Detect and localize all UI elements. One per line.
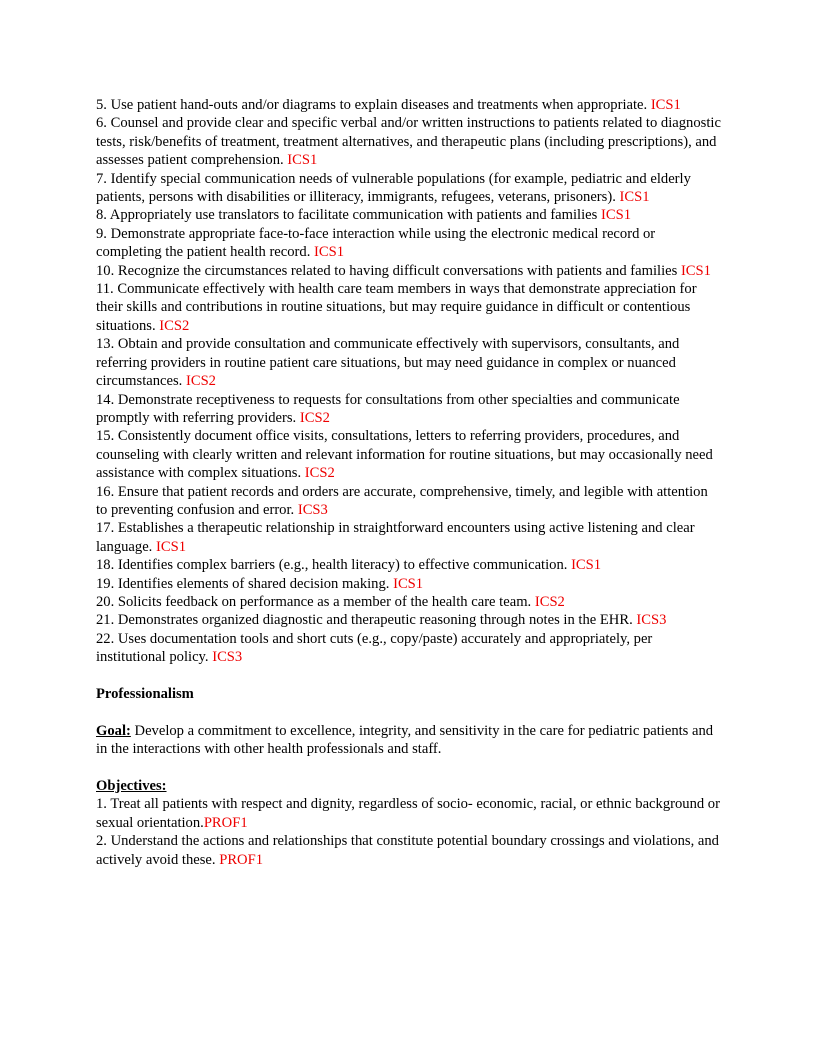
- goal-text: Develop a commitment to excellence, integrity, and sensitivity in the care for pediatric patients and in the interactions with other health professionals and staff.: [96, 722, 714, 758]
- objective-text: 14. Demonstrate receptiveness to requests for consultations from other specialties and communicate promptly with referring providers.: [96, 391, 680, 426]
- competency-code: ICS1: [393, 575, 424, 592]
- list-item: [96, 335, 721, 390]
- goal-label: Goal:: [96, 722, 131, 739]
- competency-code: ICS1: [680, 262, 711, 279]
- objective-text: 20. Solicits feedback on performance as a member of the health care team.: [96, 593, 535, 610]
- competency-code: ICS1: [287, 152, 318, 169]
- objective-text: 11. Communicate effectively with health care team members in ways that demonstrate appreciation for their skills and contributions in routine situations, but may require guidance in difficult or contentious situations.: [96, 281, 697, 334]
- list-item: [96, 280, 721, 335]
- list-item: [96, 114, 721, 169]
- list-item: [96, 832, 721, 869]
- objective-text: 1. Treat all patients with respect and dignity, regardless of socio- economic, racial, or ethnic background or sexual orientation.: [96, 796, 720, 831]
- document-page: [96, 96, 721, 869]
- section-title-professionalism: Professionalism: [96, 685, 194, 702]
- list-item: [96, 225, 721, 262]
- competency-code: ICS1: [571, 557, 602, 574]
- objective-text: 6. Counsel and provide clear and specific verbal and/or written instructions to patients related to diagnostic tests, risk/benefits of treatment, treatment alternatives, and therapeutic plans (including prescriptions), and assesses patient comprehension.: [96, 115, 721, 169]
- objective-text: 5. Use patient hand-outs and/or diagrams to explain diseases and treatments when appropriate.: [96, 97, 651, 113]
- objective-text: 19. Identifies elements of shared decision making.: [96, 575, 394, 592]
- objective-text: 16. Ensure that patient records and orders are accurate, comprehensive, timely, and legible with attention to preventing confusion and error.: [96, 483, 708, 518]
- professionalism-objectives-list: [96, 795, 721, 869]
- competency-code: ICS2: [159, 317, 190, 334]
- objective-text: 18. Identifies complex barriers (e.g., health literacy) to effective communication.: [96, 557, 572, 574]
- list-item: [96, 593, 721, 611]
- competency-code: ICS3: [636, 612, 667, 629]
- list-item: [96, 611, 721, 629]
- list-item: [96, 575, 721, 593]
- objective-text: 17. Establishes a therapeutic relationship in straightforward encounters using active listening and clear language.: [96, 520, 695, 555]
- competency-code: PROF1: [219, 851, 264, 868]
- list-item: [96, 427, 721, 482]
- competency-code: ICS3: [297, 501, 328, 518]
- objective-text: 9. Demonstrate appropriate face-to-face interaction while using the electronic medical record or completing the patient health record.: [96, 225, 656, 261]
- list-item: [96, 391, 721, 428]
- competency-code: PROF1: [203, 814, 248, 831]
- objective-text: 21. Demonstrates organized diagnostic and therapeutic reasoning through notes in the EHR.: [96, 612, 637, 629]
- list-item: [96, 262, 721, 280]
- objective-text: 15. Consistently document office visits, consultations, letters to referring providers, procedures, and counseling with clearly written and relevant information for routine situations, but may occasionally need assistance with complex situations.: [96, 428, 713, 482]
- list-item: [96, 519, 721, 556]
- competency-code: ICS2: [185, 373, 216, 390]
- list-item: [96, 483, 721, 520]
- competency-code: ICS2: [299, 409, 330, 426]
- competency-code: ICS2: [304, 465, 335, 482]
- objectives-heading: Objectives:: [96, 777, 167, 794]
- list-item: [96, 630, 721, 667]
- list-item: [96, 96, 721, 114]
- objective-text: 13. Obtain and provide consultation and communicate effectively with supervisors, consultants, and referring providers in routine patient care situations, but may need guidance in complex or nuanced circumstances.: [96, 336, 680, 390]
- competency-code: ICS3: [212, 649, 243, 666]
- list-item: [96, 795, 721, 832]
- objective-text: 8. Appropriately use translators to facilitate communication with patients and families: [96, 207, 601, 224]
- objective-text: 2. Understand the actions and relationships that constitute potential boundary crossings and violations, and actively avoid these.: [96, 833, 719, 868]
- ics-objectives-list: [96, 96, 721, 667]
- objective-text: 10. Recognize the circumstances related to having difficult conversations with patients and families: [96, 262, 681, 279]
- objective-text: 22. Uses documentation tools and short cuts (e.g., copy/paste) accurately and appropriately, per institutional policy.: [96, 630, 653, 666]
- competency-code: ICS1: [155, 538, 186, 555]
- competency-code: ICS1: [619, 189, 650, 206]
- list-item: [96, 170, 721, 207]
- list-item: [96, 206, 721, 224]
- competency-code: ICS1: [650, 97, 681, 113]
- competency-code: ICS1: [600, 207, 631, 224]
- goal-paragraph: [96, 722, 721, 759]
- list-item: [96, 556, 721, 574]
- objective-text: 7. Identify special communication needs of vulnerable populations (for example, pediatric and elderly patients, persons with disabilities or illiteracy, immigrants, refugees, veterans, prisoners).: [96, 170, 691, 206]
- competency-code: ICS1: [314, 244, 345, 261]
- competency-code: ICS2: [534, 593, 565, 610]
